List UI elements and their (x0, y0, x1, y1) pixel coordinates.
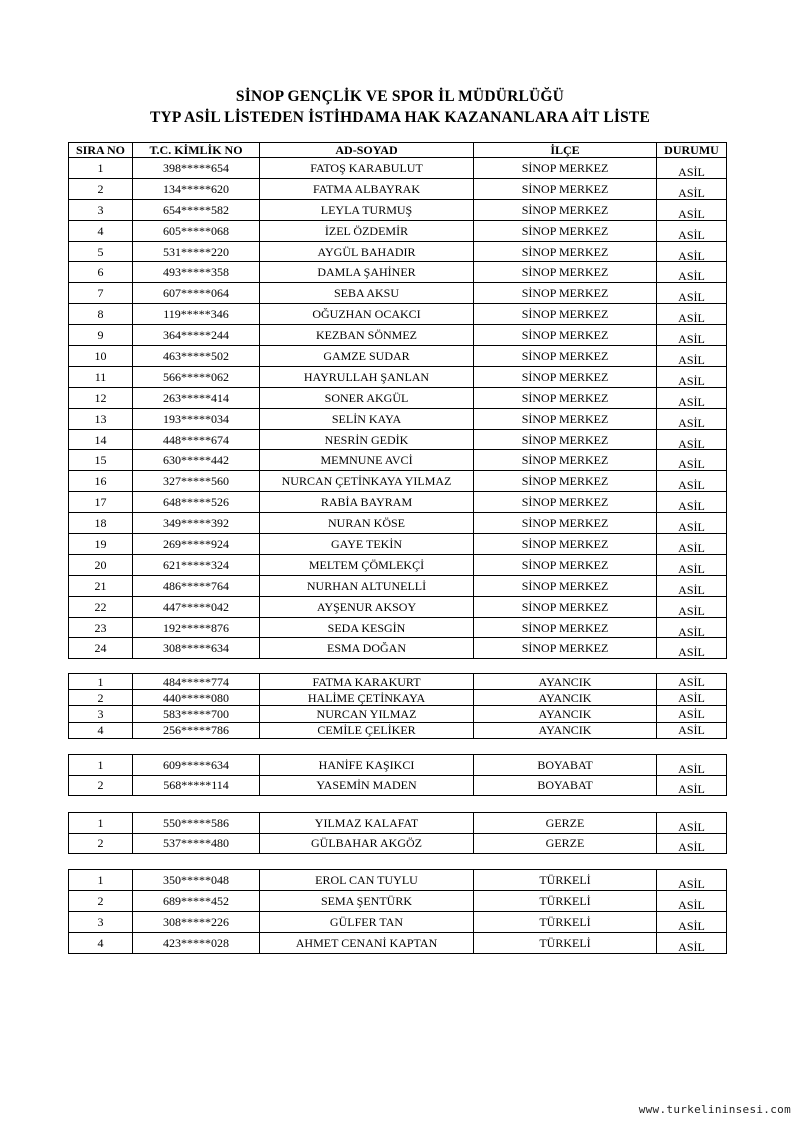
cell-durum (657, 471, 727, 492)
status-text: ASİL (678, 819, 705, 833)
cell-ilce: GERZE (474, 833, 657, 854)
cell-durum (657, 833, 727, 854)
table-row (69, 513, 727, 534)
page-subtitle: TYP ASİL LİSTEDEN İSTİHDAMA HAK KAZANANLARA AİT LİSTE (149, 109, 650, 126)
table-row (69, 199, 727, 220)
cell-durum (657, 158, 727, 179)
cell-no: 21 (69, 575, 133, 596)
cell-durum (657, 408, 727, 429)
cell-durum (657, 690, 727, 706)
cell-tc: 447*****042 (133, 596, 260, 617)
cell-no: 24 (69, 638, 133, 659)
table-row (69, 325, 727, 346)
cell-durum (657, 534, 727, 555)
cell-durum (657, 890, 727, 911)
cell-ilce: AYANCIK (474, 722, 657, 738)
cell-ilce: SİNOP MERKEZ (474, 429, 657, 450)
table-row (69, 366, 727, 387)
table-row (69, 346, 727, 367)
cell-name: NURCAN ÇETİNKAYA YILMAZ (260, 471, 474, 492)
table-row (69, 492, 727, 513)
cell-ilce: SİNOP MERKEZ (474, 158, 657, 179)
cell-durum (657, 220, 727, 241)
cell-name: AYŞENUR AKSOY (260, 596, 474, 617)
cell-tc: 256*****786 (133, 722, 260, 738)
cell-no: 6 (69, 262, 133, 283)
status-text: ASİL (678, 248, 705, 262)
cell-name: DAMLA ŞAHİNER (260, 262, 474, 283)
cell-ilce: SİNOP MERKEZ (474, 262, 657, 283)
cell-name: HALİME ÇETİNKAYA (260, 690, 474, 706)
cell-name: İZEL ÖZDEMİR (260, 220, 474, 241)
list-table (68, 142, 727, 659)
watermark-url: www.turkelininsesi.com (638, 1103, 791, 1116)
cell-tc: 537*****480 (133, 833, 260, 854)
cell-name: NURCAN YILMAZ (260, 706, 474, 722)
cell-durum (657, 932, 727, 953)
cell-tc: 484*****774 (133, 674, 260, 690)
cell-no: 3 (69, 911, 133, 932)
cell-name: HANİFE KAŞIKCI (260, 755, 474, 776)
cell-name: GAMZE SUDAR (260, 346, 474, 367)
cell-durum (657, 450, 727, 471)
cell-tc: 308*****634 (133, 638, 260, 659)
cell-durum (657, 554, 727, 575)
cell-tc: 192*****876 (133, 617, 260, 638)
cell-tc: 350*****048 (133, 870, 260, 891)
table-row (69, 690, 727, 706)
list-table (68, 812, 727, 854)
status-text: ASİL (678, 624, 705, 638)
cell-tc: 119*****346 (133, 304, 260, 325)
cell-no: 20 (69, 554, 133, 575)
status-text: ASİL (678, 520, 705, 534)
cell-durum (657, 366, 727, 387)
cell-ilce: AYANCIK (474, 706, 657, 722)
cell-name: SELİN KAYA (260, 408, 474, 429)
cell-ilce: SİNOP MERKEZ (474, 492, 657, 513)
status-text: ASİL (678, 415, 705, 430)
status-text: ASİL (678, 332, 705, 346)
table-row (69, 534, 727, 555)
cell-tc: 654*****582 (133, 199, 260, 220)
cell-tc: 327*****560 (133, 471, 260, 492)
cell-no: 12 (69, 387, 133, 408)
cell-ilce: TÜRKELİ (474, 911, 657, 932)
status-text: ASİL (678, 269, 705, 283)
cell-no: 2 (69, 178, 133, 199)
cell-no: 10 (69, 346, 133, 367)
cell-name: SONER AKGÜL (260, 387, 474, 408)
cell-tc: 364*****244 (133, 325, 260, 346)
cell-no: 2 (69, 833, 133, 854)
column-header-no: SIRA NO (69, 143, 133, 158)
table-row (69, 471, 727, 492)
cell-no: 19 (69, 534, 133, 555)
cell-name: SEMA ŞENTÜRK (260, 890, 474, 911)
cell-ilce: SİNOP MERKEZ (474, 220, 657, 241)
cell-ilce: SİNOP MERKEZ (474, 575, 657, 596)
table-row (69, 450, 727, 471)
cell-tc: 550*****586 (133, 813, 260, 834)
cell-name: NESRİN GEDİK (260, 429, 474, 450)
cell-tc: 423*****028 (133, 932, 260, 953)
cell-no: 18 (69, 513, 133, 534)
cell-ilce: SİNOP MERKEZ (474, 283, 657, 304)
cell-name: GÜLFER TAN (260, 911, 474, 932)
status-text: ASİL (678, 876, 705, 891)
cell-ilce: SİNOP MERKEZ (474, 554, 657, 575)
status-text: ASİL (678, 164, 705, 179)
status-text: ASİL (678, 394, 705, 409)
cell-tc: 583*****700 (133, 706, 260, 722)
cell-name: FATMA KARAKURT (260, 674, 474, 690)
cell-durum (657, 706, 727, 722)
cell-ilce: SİNOP MERKEZ (474, 199, 657, 220)
table-row (69, 813, 727, 834)
cell-durum (657, 596, 727, 617)
cell-no: 1 (69, 158, 133, 179)
cell-no: 11 (69, 366, 133, 387)
cell-durum (657, 722, 727, 738)
cell-ilce: TÜRKELİ (474, 932, 657, 953)
cell-no: 9 (69, 325, 133, 346)
status-text: ASİL (678, 290, 705, 304)
cell-tc: 568*****114 (133, 775, 260, 796)
cell-tc: 193*****034 (133, 408, 260, 429)
status-text: ASİL (678, 761, 705, 775)
status-text: ASİL (678, 561, 705, 576)
cell-ilce: SİNOP MERKEZ (474, 513, 657, 534)
status-text: ASİL (678, 939, 705, 954)
table-row (69, 617, 727, 638)
cell-tc: 621*****324 (133, 554, 260, 575)
cell-no: 2 (69, 775, 133, 796)
status-text: ASİL (678, 457, 705, 471)
list-table (68, 673, 727, 739)
cell-tc: 263*****414 (133, 387, 260, 408)
cell-no: 14 (69, 429, 133, 450)
cell-name: AHMET CENANİ KAPTAN (260, 932, 474, 953)
status-text: ASİL (678, 227, 705, 242)
cell-name: FATOŞ KARABULUT (260, 158, 474, 179)
column-header-name: AD-SOYAD (260, 143, 474, 158)
cell-ilce: SİNOP MERKEZ (474, 325, 657, 346)
cell-no: 17 (69, 492, 133, 513)
column-header-tc: T.C. KİMLİK NO (133, 143, 260, 158)
cell-name: ESMA DOĞAN (260, 638, 474, 659)
status-text: ASİL (678, 782, 705, 796)
cell-name: HAYRULLAH ŞANLAN (260, 366, 474, 387)
cell-durum (657, 575, 727, 596)
cell-no: 1 (69, 813, 133, 834)
cell-ilce: BOYABAT (474, 755, 657, 776)
cell-name: SEBA AKSU (260, 283, 474, 304)
table-row (69, 722, 727, 738)
cell-ilce: SİNOP MERKEZ (474, 596, 657, 617)
cell-ilce: SİNOP MERKEZ (474, 638, 657, 659)
cell-ilce: SİNOP MERKEZ (474, 471, 657, 492)
cell-durum (657, 617, 727, 638)
table-header-row (69, 143, 727, 158)
status-text: ASİL (678, 840, 705, 854)
status-text: ASİL (678, 897, 705, 912)
cell-name: NURAN KÖSE (260, 513, 474, 534)
status-text: ASİL (678, 352, 705, 367)
cell-name: RABİA BAYRAM (260, 492, 474, 513)
cell-ilce: SİNOP MERKEZ (474, 346, 657, 367)
cell-name: LEYLA TURMUŞ (260, 199, 474, 220)
cell-ilce: SİNOP MERKEZ (474, 387, 657, 408)
table-row (69, 241, 727, 262)
cell-tc: 607*****064 (133, 283, 260, 304)
cell-name: OĞUZHAN OCAKCI (260, 304, 474, 325)
cell-ilce: SİNOP MERKEZ (474, 534, 657, 555)
table-row (69, 575, 727, 596)
cell-durum (657, 492, 727, 513)
status-text: ASİL (678, 540, 705, 555)
cell-durum (657, 775, 727, 796)
table-row (69, 911, 727, 932)
cell-tc: 689*****452 (133, 890, 260, 911)
cell-durum (657, 241, 727, 262)
table-row (69, 158, 727, 179)
cell-durum (657, 755, 727, 776)
cell-durum (657, 387, 727, 408)
page-title: SİNOP GENÇLİK VE SPOR İL MÜDÜRLÜĞÜ (235, 88, 565, 105)
cell-ilce: SİNOP MERKEZ (474, 178, 657, 199)
table-row (69, 304, 727, 325)
cell-no: 2 (69, 890, 133, 911)
cell-durum (657, 304, 727, 325)
cell-no: 1 (69, 674, 133, 690)
cell-durum (657, 178, 727, 199)
table-row (69, 833, 727, 854)
cell-ilce: SİNOP MERKEZ (474, 617, 657, 638)
status-text: ASİL (678, 690, 705, 705)
table-row (69, 387, 727, 408)
cell-tc: 308*****226 (133, 911, 260, 932)
cell-tc: 349*****392 (133, 513, 260, 534)
cell-no: 8 (69, 304, 133, 325)
cell-ilce: BOYABAT (474, 775, 657, 796)
cell-name: MEMNUNE AVCİ (260, 450, 474, 471)
cell-ilce: TÜRKELİ (474, 870, 657, 891)
cell-tc: 630*****442 (133, 450, 260, 471)
status-text: ASİL (678, 436, 705, 450)
status-text: ASİL (678, 918, 705, 933)
table-row (69, 775, 727, 796)
cell-tc: 398*****654 (133, 158, 260, 179)
table-row (69, 890, 727, 911)
table-row (69, 429, 727, 450)
cell-name: EROL CAN TUYLU (260, 870, 474, 891)
cell-durum (657, 262, 727, 283)
cell-name: AYGÜL BAHADIR (260, 241, 474, 262)
cell-ilce: TÜRKELİ (474, 890, 657, 911)
cell-name: MELTEM ÇÖMLEKÇİ (260, 554, 474, 575)
cell-durum (657, 911, 727, 932)
cell-ilce: GERZE (474, 813, 657, 834)
cell-tc: 648*****526 (133, 492, 260, 513)
table-row (69, 283, 727, 304)
cell-durum (657, 429, 727, 450)
cell-name: CEMİLE ÇELİKER (260, 722, 474, 738)
cell-name: GÜLBAHAR AKGÖZ (260, 833, 474, 854)
cell-no: 4 (69, 932, 133, 953)
table-row (69, 178, 727, 199)
cell-name: KEZBAN SÖNMEZ (260, 325, 474, 346)
cell-no: 23 (69, 617, 133, 638)
cell-no: 7 (69, 283, 133, 304)
cell-tc: 609*****634 (133, 755, 260, 776)
table-row (69, 596, 727, 617)
cell-no: 1 (69, 870, 133, 891)
cell-durum (657, 870, 727, 891)
status-text: ASİL (678, 373, 705, 388)
cell-ilce: SİNOP MERKEZ (474, 304, 657, 325)
cell-no: 4 (69, 220, 133, 241)
cell-no: 15 (69, 450, 133, 471)
cell-ilce: AYANCIK (474, 690, 657, 706)
table-row (69, 706, 727, 722)
cell-tc: 134*****620 (133, 178, 260, 199)
table-row (69, 554, 727, 575)
cell-no: 5 (69, 241, 133, 262)
status-text: ASİL (678, 603, 705, 618)
table-row (69, 638, 727, 659)
cell-tc: 269*****924 (133, 534, 260, 555)
cell-no: 3 (69, 199, 133, 220)
cell-no: 22 (69, 596, 133, 617)
cell-name: YILMAZ KALAFAT (260, 813, 474, 834)
cell-durum (657, 513, 727, 534)
cell-name: SEDA KESGİN (260, 617, 474, 638)
cell-no: 4 (69, 722, 133, 738)
cell-tc: 448*****674 (133, 429, 260, 450)
cell-tc: 440*****080 (133, 690, 260, 706)
cell-name: GAYE TEKİN (260, 534, 474, 555)
cell-no: 1 (69, 755, 133, 776)
cell-ilce: SİNOP MERKEZ (474, 408, 657, 429)
status-text: ASİL (678, 478, 705, 492)
cell-durum (657, 199, 727, 220)
status-text: ASİL (678, 706, 705, 721)
cell-durum (657, 283, 727, 304)
cell-ilce: SİNOP MERKEZ (474, 241, 657, 262)
table-row (69, 408, 727, 429)
cell-durum (657, 638, 727, 659)
table-row (69, 755, 727, 776)
column-header-durum: DURUMU (657, 143, 727, 158)
table-row (69, 262, 727, 283)
table-row (69, 870, 727, 891)
list-table (68, 869, 727, 954)
status-text: ASİL (678, 645, 705, 659)
table-row (69, 674, 727, 690)
cell-name: FATMA ALBAYRAK (260, 178, 474, 199)
status-text: ASİL (678, 499, 705, 513)
cell-name: YASEMİN MADEN (260, 775, 474, 796)
table-row (69, 932, 727, 953)
cell-durum (657, 346, 727, 367)
cell-no: 13 (69, 408, 133, 429)
cell-durum (657, 325, 727, 346)
status-text: ASİL (678, 311, 705, 325)
status-text: ASİL (678, 582, 705, 597)
list-table (68, 754, 727, 796)
cell-tc: 605*****068 (133, 220, 260, 241)
cell-tc: 486*****764 (133, 575, 260, 596)
cell-tc: 531*****220 (133, 241, 260, 262)
cell-durum (657, 674, 727, 690)
cell-durum (657, 813, 727, 834)
status-text: ASİL (678, 674, 705, 689)
cell-no: 3 (69, 706, 133, 722)
cell-name: NURHAN ALTUNELLİ (260, 575, 474, 596)
cell-ilce: SİNOP MERKEZ (474, 450, 657, 471)
cell-ilce: SİNOP MERKEZ (474, 366, 657, 387)
status-text: ASİL (678, 206, 705, 221)
cell-tc: 566*****062 (133, 366, 260, 387)
cell-no: 2 (69, 690, 133, 706)
status-text: ASİL (678, 185, 705, 200)
column-header-ilce: İLÇE (474, 143, 657, 158)
cell-tc: 463*****502 (133, 346, 260, 367)
status-text: ASİL (678, 723, 705, 738)
cell-no: 16 (69, 471, 133, 492)
table-row (69, 220, 727, 241)
cell-ilce: AYANCIK (474, 674, 657, 690)
cell-tc: 493*****358 (133, 262, 260, 283)
